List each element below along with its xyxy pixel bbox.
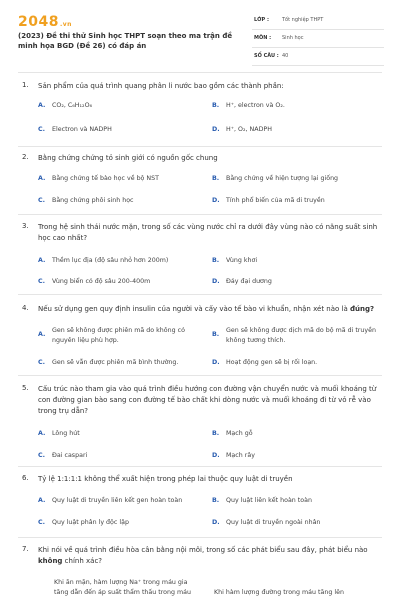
meta-label-socau: SỐ CÂU : [254,53,279,59]
question-number: 4. [22,304,29,312]
exam-meta [252,14,384,68]
question-text: Nếu sử dụng gen quy định insulin của người và cấy vào tế bào vi khuẩn, nhận xét nào là đúng? [38,305,375,313]
question-number: 2. [22,153,29,161]
divider [18,72,382,73]
meta-label-lop: LỚP : [254,17,269,23]
question-number: 7. [22,545,29,553]
question-number: 1. [22,81,29,89]
divider [18,375,382,376]
question-text: Trong hệ sinh thái nước mặn, trong số các vùng nước chỉ ra dưới đây vùng nào có năng suất sinh học cao nhất? [38,223,378,242]
meta-row-mon [252,32,384,48]
question-text: Sản phẩm của quá trình quang phân li nước bao gồm các thành phần: [38,82,284,90]
question-number: 3. [22,222,29,230]
meta-label-mon: MÔN : [254,35,272,41]
meta-row-lop [252,14,384,30]
divider [18,466,382,467]
question-text: Bằng chứng chứng tỏ sinh giới có nguồn gốc chung [38,154,218,162]
question-text: Tỷ lệ 1:1:1:1 không thể xuất hiện trong phép lai thuộc quy luật di truyền [38,475,293,483]
question-number: 6. [22,474,29,482]
meta-value-mon: Sinh học [282,35,304,41]
site-logo[interactable]: 2048.vn [18,14,72,30]
question-text: Cấu trúc nào tham gia vào quá trình điều hướng con đường vận chuyển nước và muối khoáng từ con đường gian bào sang con đường tế bào chất khi dòng nước và muối khoáng đi từ vỏ rễ vào trong trụ dẫn? [38,385,377,415]
meta-value-lop: Tốt nghiệp THPT [282,17,324,23]
meta-row-socau [252,50,384,66]
divider [18,537,382,538]
question-number: 5. [22,384,29,392]
divider [18,146,382,147]
question-text: Khi nói về quá trình điều hòa cân bằng nội môi, trong số các phát biểu sau đây, phát biểu nào không chính xác? [38,546,368,565]
exam-title: (2023) Đề thi thử Sinh học THPT soạn theo ma trận đề minh họa BGD (Đề 26) có đáp án [18,32,233,50]
divider [18,294,382,295]
page-header [0,0,400,64]
divider [18,214,382,215]
meta-value-socau: 40 [282,53,289,59]
